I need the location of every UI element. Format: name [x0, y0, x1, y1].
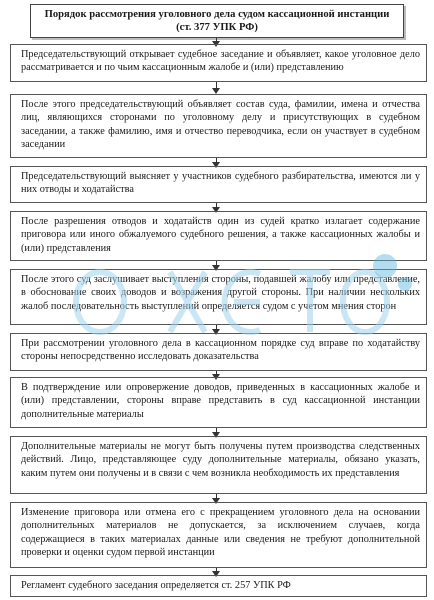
step-box-6 [10, 333, 427, 371]
step-text: Дополнительные материалы не могут быть получены путем производства следственных действий. Лицо, представляющее суду дополнительные материалы, обязано указать, каким путем они получены и в связи с чем возникла необходимость их представления [21, 441, 420, 479]
step-box-1 [10, 44, 427, 82]
step-text: При рассмотрении уголовного дела в кассационном порядке суд вправе по ходатайству стороны непосредственно исследовать доказательства [21, 338, 420, 363]
step-text: После этого суд заслушивает выступления стороны, подавшей жалобу или представление, в обоснование своих доводов и возражения другой стороны. При наличии нескольких жалоб последовательность выступлений определяется судом с учетом мнения сторон [21, 274, 420, 312]
diagram-title [30, 4, 404, 38]
step-box-10 [10, 575, 427, 597]
step-text: После этого председательствующий объявляет состав суда, фамилии, имена и отчества лиц, являющихся сторонами по уголовному делу и присутствующих в судебном заседании, а также фамилию, имя и отчество переводчика, если он участвует в судебном заседании [21, 99, 420, 151]
step-box-8 [10, 436, 427, 494]
title-line-2: (ст. 377 УПК РФ) [176, 22, 258, 33]
title-line-1: Порядок рассмотрения уголовного дела судом кассационной инстанции [44, 9, 390, 20]
step-box-9 [10, 502, 427, 568]
step-text: Регламент судебного заседания определяется ст. 257 УПК РФ [21, 580, 291, 591]
step-box-3 [10, 166, 427, 203]
step-box-2 [10, 94, 427, 158]
step-text: Председательствующий открывает судебное заседание и объявляет, какое уголовное дело рассматривается и по чьим кассационным жалобе и (или) представлению [21, 49, 420, 74]
step-text: Председательствующий выясняет у участников судебного разбирательства, имеются ли у них отводы и ходатайства [21, 171, 420, 196]
step-box-7 [10, 377, 427, 428]
step-text: Изменение приговора или отмена его с прекращением уголовного дела на основании дополнительных материалов не допускается, за исключением случаев, когда содержащиеся в таких материалах данные или сведения не требуют дополнительной проверки и оценки судом первой инстанции [21, 507, 420, 559]
step-text: В подтверждение или опровержение доводов, приведенных в кассационных жалобе и (или) представлении, стороны вправе представить в суд кассационной инстанции дополнительные материалы [21, 382, 420, 420]
connector-arrow [211, 82, 222, 94]
step-box-4 [10, 211, 427, 261]
step-box-5 [10, 269, 427, 325]
step-text: После разрешения отводов и ходатайств один из судей кратко излагает содержание приговора или иного обжалуемого судебного решения, а также кассационных жалобы и (или) представления [21, 216, 420, 254]
